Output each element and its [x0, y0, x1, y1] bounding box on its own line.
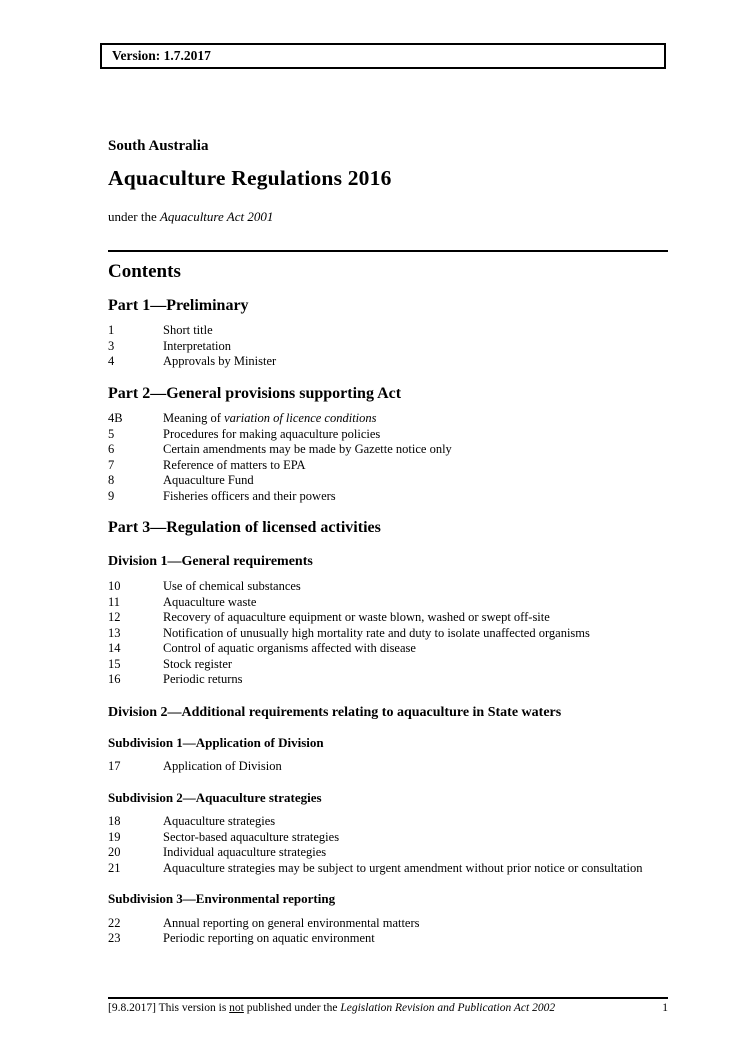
enabling-act-prefix: under the — [108, 209, 160, 225]
toc-subdivision-heading: Subdivision 3—Environmental reporting — [108, 891, 336, 907]
contents-heading: Contents — [108, 260, 181, 282]
toc-item — [108, 830, 668, 846]
table-of-contents — [108, 297, 668, 947]
toc-item — [108, 427, 668, 443]
toc-item-number: 19 — [108, 829, 121, 844]
toc-item — [108, 626, 668, 642]
toc-item-title: Approvals by Minister — [163, 354, 277, 369]
toc-item-title: Sector-based aquaculture strategies — [163, 829, 340, 844]
toc-item-title: Aquaculture strategies — [163, 814, 276, 829]
text-segment: published under the — [243, 1002, 341, 1014]
toc-item — [108, 641, 668, 657]
toc-item-title: Periodic reporting on aquatic environment — [163, 931, 375, 945]
toc-item-number: 3 — [108, 338, 115, 353]
toc-item — [108, 411, 668, 427]
toc-item-title: Recovery of aquaculture equipment or waste blown, washed or swept off-site — [163, 610, 550, 625]
document-title: Aquaculture Regulations 2016 — [108, 165, 392, 190]
page-number: 1 — [662, 1002, 668, 1014]
text-segment: Meaning of — [163, 411, 225, 426]
toc-item — [108, 657, 668, 673]
toc-item-number: 8 — [108, 473, 115, 488]
toc-item — [108, 323, 668, 339]
title-divider-rule — [108, 250, 668, 252]
toc-item-title: Notification of unusually high mortality rate and duty to isolate unaffected organisms — [163, 625, 590, 640]
toc-item-number: 1 — [108, 323, 115, 338]
toc-subdivision-heading: Subdivision 1—Application of Division — [108, 735, 324, 751]
enabling-act-name: Aquaculture Act 2001 — [159, 209, 274, 225]
toc-item-title: Individual aquaculture strategies — [163, 845, 327, 860]
text-segment: Legislation Revision and Publication Act 2002 — [340, 1002, 556, 1014]
toc-item — [108, 473, 668, 489]
toc-item — [108, 610, 668, 626]
toc-item-number: 13 — [108, 625, 121, 640]
toc-item-title: Procedures for making aquaculture policies — [163, 426, 381, 441]
toc-item — [108, 442, 668, 458]
toc-item-number: 10 — [108, 579, 121, 594]
toc-item-title: Stock register — [163, 656, 233, 671]
toc-item-title: Use of chemical substances — [163, 579, 301, 594]
toc-item-title: Aquaculture Fund — [163, 473, 254, 488]
toc-item-title: Interpretation — [163, 338, 232, 353]
toc-item-title: Periodic returns — [163, 672, 243, 687]
text-segment: not — [229, 1002, 244, 1014]
toc-item — [108, 458, 668, 474]
toc-item — [108, 861, 668, 877]
text-segment: variation of licence conditions — [224, 411, 377, 426]
toc-item — [108, 489, 668, 505]
enabling-act-line — [108, 210, 668, 224]
toc-item-title: Application of Division — [163, 759, 282, 774]
toc-item-number: 6 — [108, 442, 115, 457]
footer-publication-note — [108, 1002, 555, 1016]
toc-item-title — [163, 411, 668, 427]
toc-item-number: 16 — [108, 672, 121, 687]
toc-item-number: 18 — [108, 814, 121, 829]
toc-item — [108, 354, 668, 370]
toc-item — [108, 339, 668, 355]
toc-item-number: 9 — [108, 488, 115, 503]
toc-item-number: 20 — [108, 845, 121, 860]
jurisdiction-label: South Australia — [108, 138, 209, 154]
document-body — [108, 0, 668, 947]
toc-item-number: 21 — [108, 860, 121, 875]
toc-item-title: Control of aquatic organisms affected with disease — [163, 641, 416, 656]
toc-part-heading: Part 3—Regulation of licensed activities — [108, 519, 381, 537]
toc-item — [108, 595, 668, 611]
toc-item-title: Short title — [163, 323, 213, 338]
toc-item-number: 22 — [108, 915, 121, 930]
toc-item-title: Annual reporting on general environmental matters — [163, 915, 420, 930]
toc-subdivision-heading: Subdivision 2—Aquaculture strategies — [108, 789, 322, 805]
toc-part-heading: Part 1—Preliminary — [108, 296, 249, 314]
toc-item-title: Fisheries officers and their powers — [163, 488, 336, 503]
toc-item-title: Aquaculture waste — [163, 594, 257, 609]
toc-item-title: Certain amendments may be made by Gazette notice only — [163, 442, 452, 457]
toc-item-number: 23 — [108, 931, 121, 945]
toc-item-number: 12 — [108, 610, 121, 625]
toc-division-heading: Division 1—General requirements — [108, 553, 313, 569]
toc-item — [108, 672, 668, 688]
version-banner-text: Version: 1.7.2017 — [112, 48, 211, 63]
text-segment: [9.8.2017] This version is — [108, 1002, 230, 1014]
toc-item-title: Reference of matters to EPA — [163, 457, 306, 472]
toc-item — [108, 931, 668, 947]
toc-item-number: 7 — [108, 457, 115, 472]
toc-item — [108, 916, 668, 932]
toc-division-heading: Division 2—Additional requirements relating to aquaculture in State waters — [108, 704, 562, 720]
toc-item-number: 17 — [108, 759, 121, 774]
toc-item — [108, 845, 668, 861]
toc-item-number: 4B — [108, 411, 123, 426]
toc-item-number: 11 — [108, 594, 121, 609]
toc-item — [108, 579, 668, 595]
toc-item-number: 4 — [108, 354, 115, 369]
toc-part-heading: Part 2—General provisions supporting Act — [108, 384, 402, 402]
page-footer — [108, 997, 668, 1016]
toc-item-title: Aquaculture strategies may be subject to urgent amendment without prior notice or consultation — [163, 860, 643, 875]
toc-item — [108, 814, 668, 830]
toc-item-number: 14 — [108, 641, 121, 656]
toc-item-number: 5 — [108, 426, 115, 441]
toc-item — [108, 759, 668, 775]
toc-item-number: 15 — [108, 656, 121, 671]
